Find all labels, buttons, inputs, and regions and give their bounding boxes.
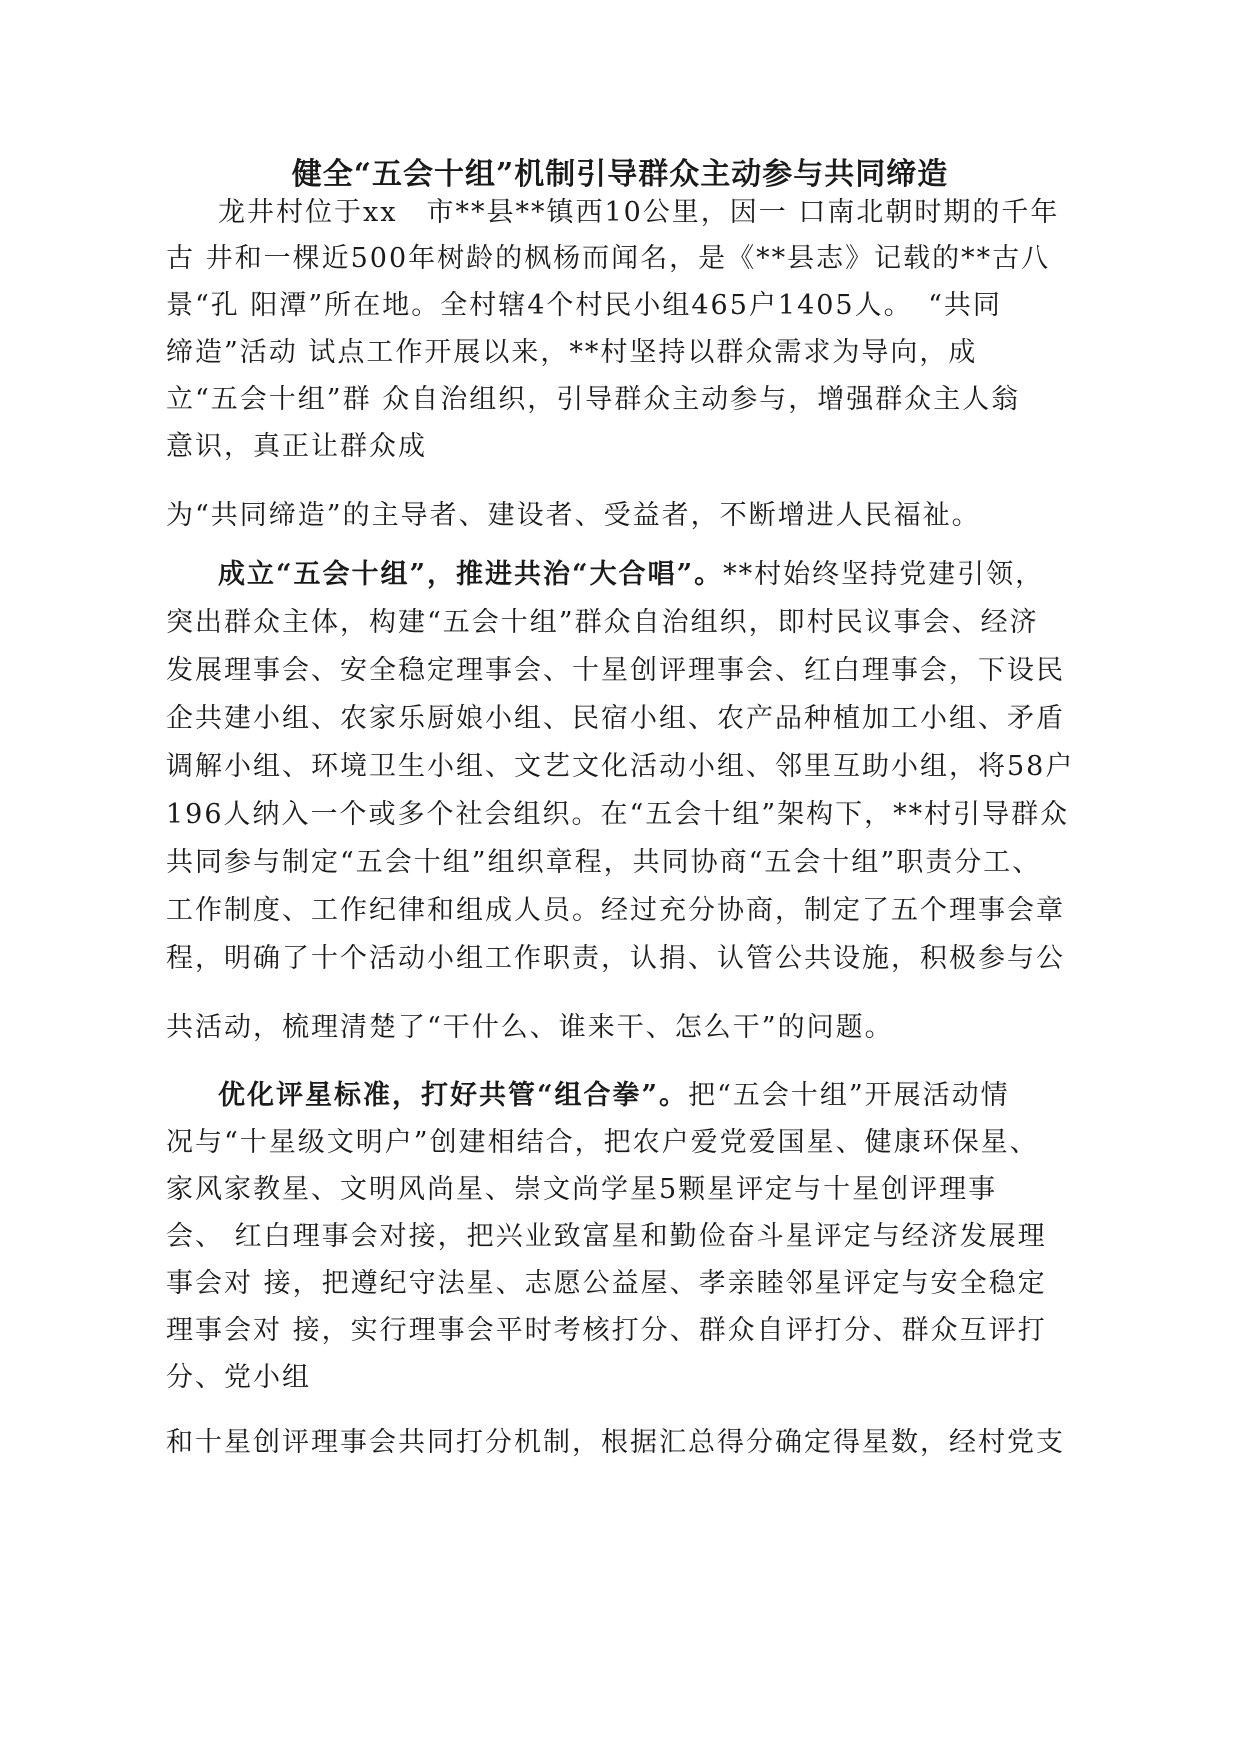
paragraph-3-line-8: 和十星创评理事会共同打分机制，根据汇总得分确定得星数，经村党支 [166,1427,1065,1458]
paragraph-3-line-1 [218,1076,1086,1116]
paragraph-1-line-5: 立“五会十组”群 众自治组织，引导群众主动参与，增强群众主人翁 [166,384,1021,415]
paragraph-3-line-5: 事会对 接，把遵纪守法星、志愿公益屋、孝亲睦邻星评定与安全稳定 [166,1268,1047,1299]
paragraph-2-line-1 [218,555,1086,595]
paragraph-2-line-10: 共活动，梳理清楚了“干什么、谁来干、怎么干”的问题。 [166,1012,894,1043]
paragraph-1-line-4: 缔造”活动 试点工作开展以来，**村坚持以群众需求为导向，成 [166,337,978,368]
paragraph-2-line-3: 发展理事会、安全稳定理事会、十星创评理事会、红白理事会，下设民 [166,655,1065,686]
paragraph-1-line-6: 意识，真正让群众成 [166,431,427,462]
paragraph-2-line-8: 工作制度、工作纪律和组成人员。经过充分协商，制定了五个理事会章 [166,895,1065,926]
paragraph-1-line-2: 古 井和一棵近500年树龄的枫杨而闻名，是《**县志》记载的**古八 [166,243,1051,274]
paragraph-3-line-3: 家风家教星、文明风尚星、崇文尚学星5颗星评定与十星创评理事 [166,1174,998,1205]
paragraph-2-first-line-rest: **村始终坚持党建引领， [723,559,1045,590]
paragraph-3-line-6: 理事会对 接，实行理事会平时考核打分、群众自评打分、群众互评打 [166,1315,1047,1346]
paragraph-2-line-9: 程，明确了十个活动小组工作职责，认捐、认管公共设施，积极参与公 [166,943,1065,974]
paragraph-1-line-7: 为“共同缔造”的主导者、建设者、受益者，不断增进人民福祉。 [166,500,981,531]
paragraph-3-heading: 优化评星标准，打好共管“组合拳”。 [218,1080,689,1111]
paragraph-2-line-5: 调解小组、环境卫生小组、文艺文化活动小组、邻里互助小组，将58户 [166,751,1075,782]
paragraph-3-line-2: 况与“十星级文明户”创建相结合，把农户爱党爱国星、健康环保星、 [166,1127,1039,1158]
paragraph-2-line-7: 共同参与制定“五会十组”组织章程，共同协商“五会十组”职责分工、 [166,847,1042,878]
paragraph-3-first-line-rest: 把“五会十组”开展活动情 [688,1080,1010,1111]
paragraph-2-line-4: 企共建小组、农家乐厨娘小组、民宿小组、农产品种植加工小组、矛盾 [166,703,1065,734]
paragraph-1-line-3: 景“孔 阳潭”所在地。全村辖4个村民小组465户1405人。 “共同 [166,290,1002,321]
paragraph-2-heading: 成立“五会十组”，推进共治“大合唱”。 [218,559,724,590]
paragraph-3-line-7: 分、党小组 [166,1362,311,1393]
paragraph-2-line-2: 突出群众主体，构建“五会十组”群众自治组织，即村民议事会、经济 [166,607,1039,638]
paragraph-3-line-4: 会、 红白理事会对接，把兴业致富星和勤俭奋斗星评定与经济发展理 [166,1221,1047,1252]
paragraph-2-line-6: 196人纳入一个或多个社会组织。在“五会十组”架构下，**村引导群众 [166,799,1070,830]
paragraph-1-line-1: 龙井村位于xx 市**县**镇西10公里，因一 口南北朝时期的千年 [218,197,1060,228]
document-title: 健全“五会十组”机制引导群众主动参与共同缔造 [291,157,949,192]
